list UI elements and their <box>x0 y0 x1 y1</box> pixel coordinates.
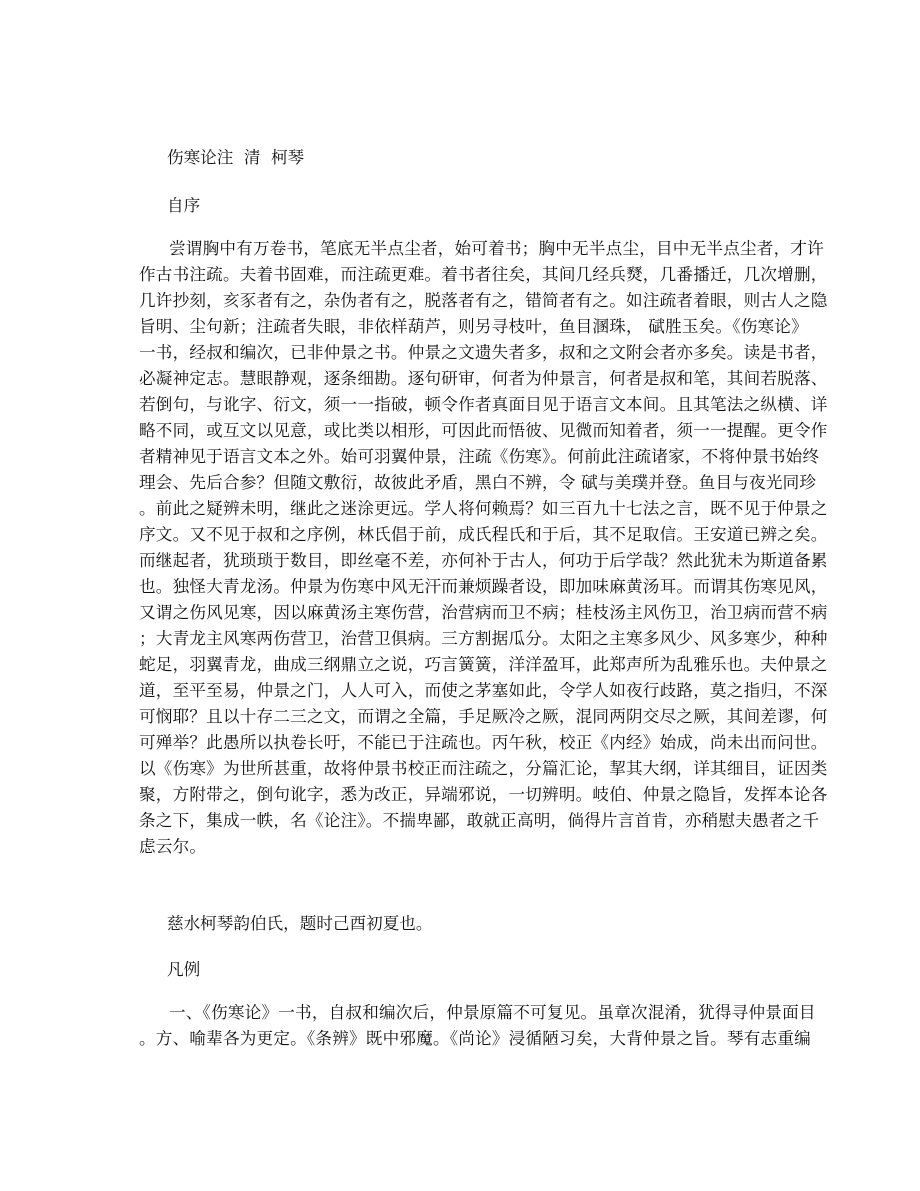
preface-line: ；大青龙主风寒两伤营卫，治营卫俱病。三方割据瓜分。太阳之主寒多风少、风多寒少，种种 <box>139 629 828 648</box>
preface-line: 尝谓胸中有万卷书，笔底无半点尘者，始可着书；胸中无半点尘，目中无半点尘者，才许 <box>169 239 824 258</box>
preface-line: 可悯耶？且以十存二三之文，而谓之全篇，手足厥冷之厥，混同两阴交尽之厥，其间差谬，何 <box>139 707 828 726</box>
preface-line: 也。独怪大青龙汤。仲景为伤寒中风无汗而兼烦躁者设，即加味麻黄汤耳。而谓其伤寒见风， <box>139 577 828 596</box>
preface-line: 道，至平至易，仲景之门，人人可入，而使之茅塞如此，令学人如夜行歧路，莫之指归，不深 <box>139 681 828 700</box>
preface-line: 聚，方附带之，倒句讹字，悉为改正，异端邪说，一切辨明。岐伯、仲景之隐旨，发挥本论各 <box>139 785 828 804</box>
fanli-line: 。方、喻辈各为更定。《条辨》既中邪魔。《尚论》浸循陋习矣，大背仲景之旨。琴有志重编 <box>139 1029 811 1048</box>
preface-line: 者精神见于语言文本之外。始可羽翼仲景，注疏《伤寒》。何前此注疏诸家，不将仲景书始终 <box>139 447 820 466</box>
preface-line: 又谓之伤风见寒，因以麻黄汤主寒伤营，治营病而卫不病；桂枝汤主风伤卫，治卫病而营不病 <box>139 603 828 622</box>
preface-line: 。前此之疑辨未明，继此之迷涂更远。学人将何赖焉？如三百九十七法之言，既不见于仲景之 <box>139 499 828 518</box>
preface-line: 作古书注疏。夫着书固难，而注疏更难。着书者往矣，其间几经兵燹，几番播迁，几次增删， <box>139 265 828 284</box>
fanli-paragraph <box>139 1000 816 1052</box>
preface-heading: 自序 <box>167 196 201 215</box>
preface-line: 理会、先后合参？但随文敷衍，故彼此矛盾，黑白不辨，令 碔与美璞并登。鱼目与夜光同珍 <box>139 473 817 492</box>
preface-line: 而继起者，犹琐琐于数目，即丝毫不差，亦何补于古人，何功于后学哉？然此犹未为斯道备累 <box>139 551 828 570</box>
preface-line: 条之下，集成一帙，名《论注》。不揣卑鄙，敢就正高明，倘得片言首肯，亦稍慰夫愚者之千 <box>139 811 820 830</box>
document-title: 伤寒论注 清 柯琴 <box>167 148 305 167</box>
preface-signature: 慈水柯琴韵伯氏，题时己酉初夏也。 <box>167 914 433 933</box>
fanli-line: 一、《伤寒论》一书，自叔和编次后，仲景原篇不可复见。虽章次混淆，犹得寻仲景面目 <box>169 1003 816 1022</box>
preface-paragraph <box>139 236 828 860</box>
preface-line: 几许抄刻，亥豕者有之，杂伪者有之，脱落者有之，错简者有之。如注疏者着眼，则古人之隐 <box>139 291 828 310</box>
preface-line: 虑云尔。 <box>139 837 207 856</box>
preface-line: 若倒句，与讹字、衍文，须一一指破，顿令作者真面目见于语言文本间。且其笔法之纵横、详 <box>139 395 828 414</box>
preface-line: 必凝神定志。慧眼静观，逐条细勘。逐句研审，何者为仲景言，何者是叔和笔，其间若脱落、 <box>139 369 828 388</box>
preface-line: 序文。又不见于叔和之序例，林氏倡于前，成氏程氏和于后，其不足取信。王安道已辨之矣。 <box>139 525 828 544</box>
preface-line: 一书，经叔和编次，已非仲景之书。仲景之文遗失者多，叔和之文附会者亦多矣。读是书者， <box>139 343 828 362</box>
preface-line: 可殚举？此愚所以执卷长吁，不能已于注疏也。丙午秋，校正《内经》始成，尚未出而问世。 <box>139 733 828 752</box>
fanli-heading: 凡例 <box>167 960 201 979</box>
preface-line: 蛇足，羽翼青龙，曲成三纲鼎立之说，巧言簧簧，洋洋盈耳，此郑声所为乱雅乐也。夫仲景之 <box>139 655 828 674</box>
preface-line: 以《伤寒》为世所甚重，故将仲景书校正而注疏之，分篇汇论，挈其大纲，详其细目，证因类 <box>139 759 828 778</box>
preface-line: 略不同，或互文以见意，或比类以相形，可因此而悟彼、见微而知着者，须一一提醒。更令作 <box>139 421 828 440</box>
preface-line: 旨明、尘句新；注疏者失眼，非依样葫芦，则另寻枝叶，鱼目溷珠， 碔胜玉矣。《伤寒论》 <box>139 317 808 336</box>
